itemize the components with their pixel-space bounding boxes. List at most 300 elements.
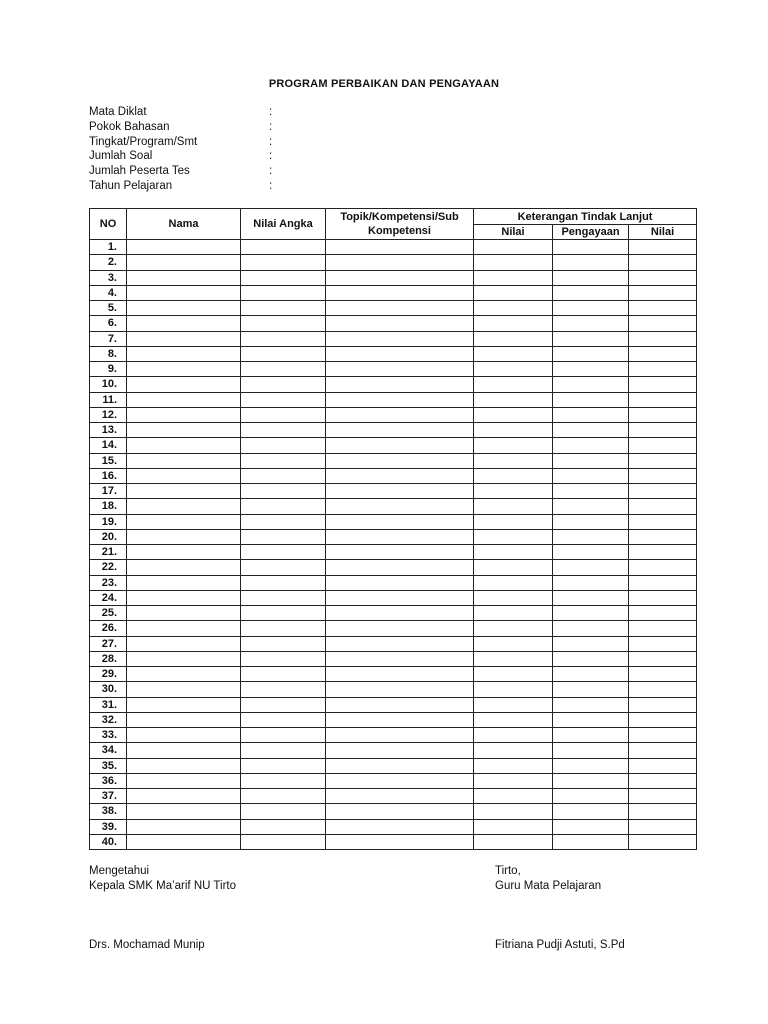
table-row: [90, 560, 697, 575]
cell-nilai: [474, 590, 553, 605]
table-row: [90, 606, 697, 621]
field-label: Jumlah Peserta Tes: [89, 165, 190, 178]
signature-left-line2: Kepala SMK Ma’arif NU Tirto: [89, 880, 236, 892]
cell-topik: [326, 789, 474, 804]
cell-nilai: [474, 392, 553, 407]
cell-nilai-2: [629, 529, 697, 544]
row-number: 6.: [90, 316, 127, 331]
table-row: [90, 514, 697, 529]
row-number: 26.: [90, 621, 127, 636]
field-pokok-bahasan: [89, 120, 273, 135]
cell-pengayaan: [553, 804, 629, 819]
row-number: 18.: [90, 499, 127, 514]
cell-nama: [127, 651, 241, 666]
cell-pengayaan: [553, 453, 629, 468]
cell-nilai-2: [629, 773, 697, 788]
cell-nilai-2: [629, 423, 697, 438]
cell-nilai-2: [629, 316, 697, 331]
cell-nilai-angka: [241, 728, 326, 743]
cell-pengayaan: [553, 377, 629, 392]
row-number: 8.: [90, 346, 127, 361]
cell-nilai-angka: [241, 789, 326, 804]
row-number: 30.: [90, 682, 127, 697]
cell-topik: [326, 255, 474, 270]
table-row: [90, 255, 697, 270]
cell-pengayaan: [553, 331, 629, 346]
cell-nilai-angka: [241, 697, 326, 712]
table-row: [90, 468, 697, 483]
cell-nilai-2: [629, 590, 697, 605]
table-row: [90, 728, 697, 743]
table-row: [90, 392, 697, 407]
cell-nilai-angka: [241, 499, 326, 514]
cell-topik: [326, 438, 474, 453]
cell-nama: [127, 728, 241, 743]
cell-nilai-angka: [241, 240, 326, 255]
row-number: 35.: [90, 758, 127, 773]
cell-nilai: [474, 560, 553, 575]
cell-pengayaan: [553, 407, 629, 422]
cell-nama: [127, 514, 241, 529]
field-label: Pokok Bahasan: [89, 120, 170, 133]
cell-nama: [127, 545, 241, 560]
cell-nilai: [474, 789, 553, 804]
cell-nilai-2: [629, 804, 697, 819]
cell-nama: [127, 423, 241, 438]
cell-nilai: [474, 346, 553, 361]
cell-nilai-2: [629, 499, 697, 514]
table-row: [90, 423, 697, 438]
row-number: 4.: [90, 285, 127, 300]
row-number: 32.: [90, 712, 127, 727]
row-number: 5.: [90, 301, 127, 316]
cell-topik: [326, 514, 474, 529]
row-number: 16.: [90, 468, 127, 483]
cell-nilai-angka: [241, 529, 326, 544]
cell-nilai: [474, 514, 553, 529]
cell-nilai: [474, 667, 553, 682]
header-topik: Topik/Kompetensi/Sub Kompetensi: [326, 209, 474, 240]
cell-nilai: [474, 712, 553, 727]
table-row: [90, 590, 697, 605]
cell-nama: [127, 377, 241, 392]
cell-topik: [326, 453, 474, 468]
table-row: [90, 789, 697, 804]
cell-nama: [127, 789, 241, 804]
cell-nilai-angka: [241, 392, 326, 407]
cell-nama: [127, 285, 241, 300]
signature-left: [89, 864, 236, 894]
row-number: 2.: [90, 255, 127, 270]
cell-pengayaan: [553, 545, 629, 560]
cell-nilai-2: [629, 301, 697, 316]
cell-topik: [326, 468, 474, 483]
cell-topik: [326, 499, 474, 514]
row-number: 15.: [90, 453, 127, 468]
row-number: 25.: [90, 606, 127, 621]
cell-nilai: [474, 834, 553, 849]
row-number: 10.: [90, 377, 127, 392]
cell-topik: [326, 560, 474, 575]
cell-nama: [127, 560, 241, 575]
cell-topik: [326, 667, 474, 682]
header-nama: Nama: [127, 209, 241, 240]
cell-pengayaan: [553, 346, 629, 361]
signature-left-name: Drs. Mochamad Munip: [89, 939, 205, 951]
cell-nama: [127, 499, 241, 514]
table-row: [90, 773, 697, 788]
row-number: 1.: [90, 240, 127, 255]
cell-nilai-2: [629, 484, 697, 499]
cell-nilai: [474, 377, 553, 392]
cell-nilai-2: [629, 240, 697, 255]
table-row: [90, 545, 697, 560]
cell-nama: [127, 484, 241, 499]
cell-nilai-2: [629, 285, 697, 300]
cell-nilai-angka: [241, 651, 326, 666]
row-number: 13.: [90, 423, 127, 438]
cell-nilai-angka: [241, 804, 326, 819]
row-number: 7.: [90, 331, 127, 346]
table-row: [90, 758, 697, 773]
cell-nama: [127, 819, 241, 834]
row-number: 40.: [90, 834, 127, 849]
cell-nilai: [474, 270, 553, 285]
cell-pengayaan: [553, 728, 629, 743]
table-row: [90, 331, 697, 346]
table-row: [90, 438, 697, 453]
row-number: 23.: [90, 575, 127, 590]
table-row: [90, 667, 697, 682]
cell-nilai-2: [629, 606, 697, 621]
table-row: [90, 407, 697, 422]
cell-nama: [127, 407, 241, 422]
cell-nilai-2: [629, 712, 697, 727]
cell-nilai-2: [629, 392, 697, 407]
cell-nilai-angka: [241, 453, 326, 468]
cell-nilai: [474, 453, 553, 468]
field-label: Mata Diklat: [89, 106, 147, 118]
cell-nilai: [474, 301, 553, 316]
table-row: [90, 301, 697, 316]
cell-nilai-angka: [241, 270, 326, 285]
cell-nilai-angka: [241, 575, 326, 590]
cell-pengayaan: [553, 712, 629, 727]
row-number: 21.: [90, 545, 127, 560]
cell-nilai: [474, 362, 553, 377]
cell-nama: [127, 240, 241, 255]
cell-pengayaan: [553, 270, 629, 285]
cell-pengayaan: [553, 590, 629, 605]
table-row: [90, 529, 697, 544]
document-title: PROGRAM PERBAIKAN DAN PENGAYAAN: [268, 78, 500, 90]
cell-topik: [326, 362, 474, 377]
cell-pengayaan: [553, 529, 629, 544]
cell-topik: [326, 636, 474, 651]
cell-topik: [326, 575, 474, 590]
cell-nilai-angka: [241, 560, 326, 575]
cell-topik: [326, 346, 474, 361]
cell-topik: [326, 682, 474, 697]
cell-nama: [127, 438, 241, 453]
field-tahun-pelajaran: [89, 179, 273, 194]
cell-nama: [127, 255, 241, 270]
row-number: 12.: [90, 407, 127, 422]
cell-nama: [127, 621, 241, 636]
row-number: 19.: [90, 514, 127, 529]
cell-nilai-2: [629, 728, 697, 743]
signature-right-line1: Tirto,: [495, 865, 521, 877]
cell-topik: [326, 712, 474, 727]
cell-nilai-angka: [241, 285, 326, 300]
cell-pengayaan: [553, 789, 629, 804]
cell-nilai: [474, 804, 553, 819]
cell-pengayaan: [553, 484, 629, 499]
cell-topik: [326, 773, 474, 788]
cell-nilai-angka: [241, 407, 326, 422]
cell-nama: [127, 392, 241, 407]
cell-nilai-angka: [241, 346, 326, 361]
cell-nilai-angka: [241, 606, 326, 621]
cell-topik: [326, 804, 474, 819]
cell-nilai: [474, 682, 553, 697]
cell-nilai: [474, 819, 553, 834]
cell-topik: [326, 651, 474, 666]
field-jumlah-peserta-tes: [89, 164, 273, 179]
cell-nama: [127, 331, 241, 346]
field-colon: :: [269, 120, 273, 133]
field-colon: :: [269, 106, 273, 118]
table-row: [90, 484, 697, 499]
cell-nilai: [474, 438, 553, 453]
table-row: [90, 819, 697, 834]
cell-nilai-angka: [241, 590, 326, 605]
cell-nilai-angka: [241, 621, 326, 636]
cell-pengayaan: [553, 834, 629, 849]
field-colon: :: [269, 165, 273, 178]
cell-topik: [326, 834, 474, 849]
cell-nilai-angka: [241, 301, 326, 316]
cell-nama: [127, 758, 241, 773]
cell-nama: [127, 606, 241, 621]
cell-pengayaan: [553, 423, 629, 438]
header-nilai-angka: Nilai Angka: [241, 209, 326, 240]
cell-topik: [326, 758, 474, 773]
table-row: [90, 240, 697, 255]
signature-left-line1: Mengetahui: [89, 865, 150, 877]
signature-right-name: Fitriana Pudji Astuti, S.Pd: [495, 939, 625, 951]
cell-nama: [127, 697, 241, 712]
cell-topik: [326, 728, 474, 743]
table-row: [90, 346, 697, 361]
table-body: [90, 240, 697, 850]
cell-nama: [127, 590, 241, 605]
cell-nilai: [474, 407, 553, 422]
table-row: [90, 621, 697, 636]
cell-pengayaan: [553, 575, 629, 590]
cell-nilai-angka: [241, 468, 326, 483]
cell-nama: [127, 316, 241, 331]
cell-topik: [326, 316, 474, 331]
cell-nama: [127, 834, 241, 849]
cell-pengayaan: [553, 606, 629, 621]
cell-topik: [326, 392, 474, 407]
cell-nilai-2: [629, 758, 697, 773]
cell-nilai-angka: [241, 316, 326, 331]
cell-pengayaan: [553, 301, 629, 316]
cell-nilai-2: [629, 743, 697, 758]
cell-nilai-angka: [241, 377, 326, 392]
cell-topik: [326, 407, 474, 422]
cell-nilai-angka: [241, 667, 326, 682]
cell-topik: [326, 621, 474, 636]
cell-nilai-2: [629, 682, 697, 697]
cell-nilai: [474, 499, 553, 514]
cell-nilai-2: [629, 438, 697, 453]
cell-topik: [326, 240, 474, 255]
field-colon: :: [269, 179, 273, 192]
row-number: 31.: [90, 697, 127, 712]
header-pengayaan: Pengayaan: [553, 225, 629, 240]
row-number: 11.: [90, 392, 127, 407]
cell-nilai-angka: [241, 423, 326, 438]
cell-nama: [127, 346, 241, 361]
signature-right-line2: Guru Mata Pelajaran: [495, 880, 602, 892]
cell-pengayaan: [553, 514, 629, 529]
cell-nilai-2: [629, 453, 697, 468]
cell-nilai: [474, 484, 553, 499]
cell-nilai: [474, 468, 553, 483]
row-number: 14.: [90, 438, 127, 453]
cell-nama: [127, 362, 241, 377]
cell-nilai-2: [629, 331, 697, 346]
cell-nilai: [474, 621, 553, 636]
row-number: 29.: [90, 667, 127, 682]
cell-nilai-2: [629, 468, 697, 483]
table-row: [90, 453, 697, 468]
table-row: [90, 804, 697, 819]
table-row: [90, 651, 697, 666]
cell-nilai-angka: [241, 484, 326, 499]
cell-pengayaan: [553, 758, 629, 773]
cell-nilai-angka: [241, 743, 326, 758]
header-nilai-2: Nilai: [629, 225, 697, 240]
cell-pengayaan: [553, 743, 629, 758]
cell-nilai-2: [629, 407, 697, 422]
cell-topik: [326, 423, 474, 438]
row-number: 24.: [90, 590, 127, 605]
cell-nilai-2: [629, 255, 697, 270]
row-number: 22.: [90, 560, 127, 575]
cell-nama: [127, 575, 241, 590]
cell-nilai: [474, 331, 553, 346]
cell-pengayaan: [553, 667, 629, 682]
field-label: Tahun Pelajaran: [89, 179, 173, 192]
cell-pengayaan: [553, 773, 629, 788]
table-row: [90, 743, 697, 758]
cell-topik: [326, 697, 474, 712]
cell-nilai-2: [629, 560, 697, 575]
row-number: 36.: [90, 773, 127, 788]
cell-nilai: [474, 255, 553, 270]
cell-nilai-2: [629, 621, 697, 636]
cell-nilai-2: [629, 270, 697, 285]
cell-nilai-angka: [241, 773, 326, 788]
cell-nilai-angka: [241, 438, 326, 453]
cell-topik: [326, 301, 474, 316]
cell-nama: [127, 743, 241, 758]
cell-nilai-2: [629, 636, 697, 651]
cell-topik: [326, 819, 474, 834]
row-number: 37.: [90, 789, 127, 804]
cell-nama: [127, 301, 241, 316]
cell-pengayaan: [553, 468, 629, 483]
cell-topik: [326, 606, 474, 621]
cell-topik: [326, 285, 474, 300]
cell-nilai: [474, 728, 553, 743]
cell-nilai-angka: [241, 331, 326, 346]
cell-nama: [127, 468, 241, 483]
cell-pengayaan: [553, 697, 629, 712]
field-jumlah-soal: [89, 149, 273, 164]
cell-nilai-2: [629, 377, 697, 392]
cell-topik: [326, 545, 474, 560]
cell-nama: [127, 712, 241, 727]
cell-pengayaan: [553, 438, 629, 453]
row-number: 28.: [90, 651, 127, 666]
cell-nilai-2: [629, 819, 697, 834]
row-number: 34.: [90, 743, 127, 758]
table-row: [90, 285, 697, 300]
row-number: 3.: [90, 270, 127, 285]
cell-nilai-angka: [241, 682, 326, 697]
table-row: [90, 316, 697, 331]
cell-nama: [127, 270, 241, 285]
cell-pengayaan: [553, 636, 629, 651]
cell-nilai: [474, 575, 553, 590]
row-number: 39.: [90, 819, 127, 834]
field-tingkat-program-smt: [89, 135, 273, 150]
field-colon: :: [269, 135, 273, 148]
cell-nilai-2: [629, 346, 697, 361]
cell-nama: [127, 682, 241, 697]
cell-nilai-angka: [241, 362, 326, 377]
cell-nilai-2: [629, 514, 697, 529]
cell-nilai: [474, 285, 553, 300]
cell-pengayaan: [553, 362, 629, 377]
cell-nilai: [474, 743, 553, 758]
field-colon: :: [269, 150, 273, 163]
cell-topik: [326, 270, 474, 285]
cell-nilai-angka: [241, 255, 326, 270]
cell-pengayaan: [553, 651, 629, 666]
cell-nilai-2: [629, 834, 697, 849]
cell-nilai-angka: [241, 819, 326, 834]
cell-nama: [127, 804, 241, 819]
field-mata-diklat: [89, 105, 273, 120]
cell-nilai-2: [629, 667, 697, 682]
cell-nilai-2: [629, 545, 697, 560]
header-keterangan: Keterangan Tindak Lanjut: [474, 209, 697, 225]
cell-pengayaan: [553, 392, 629, 407]
row-number: 38.: [90, 804, 127, 819]
cell-pengayaan: [553, 255, 629, 270]
cell-pengayaan: [553, 819, 629, 834]
row-number: 20.: [90, 529, 127, 544]
cell-nilai-2: [629, 789, 697, 804]
cell-pengayaan: [553, 621, 629, 636]
cell-topik: [326, 743, 474, 758]
